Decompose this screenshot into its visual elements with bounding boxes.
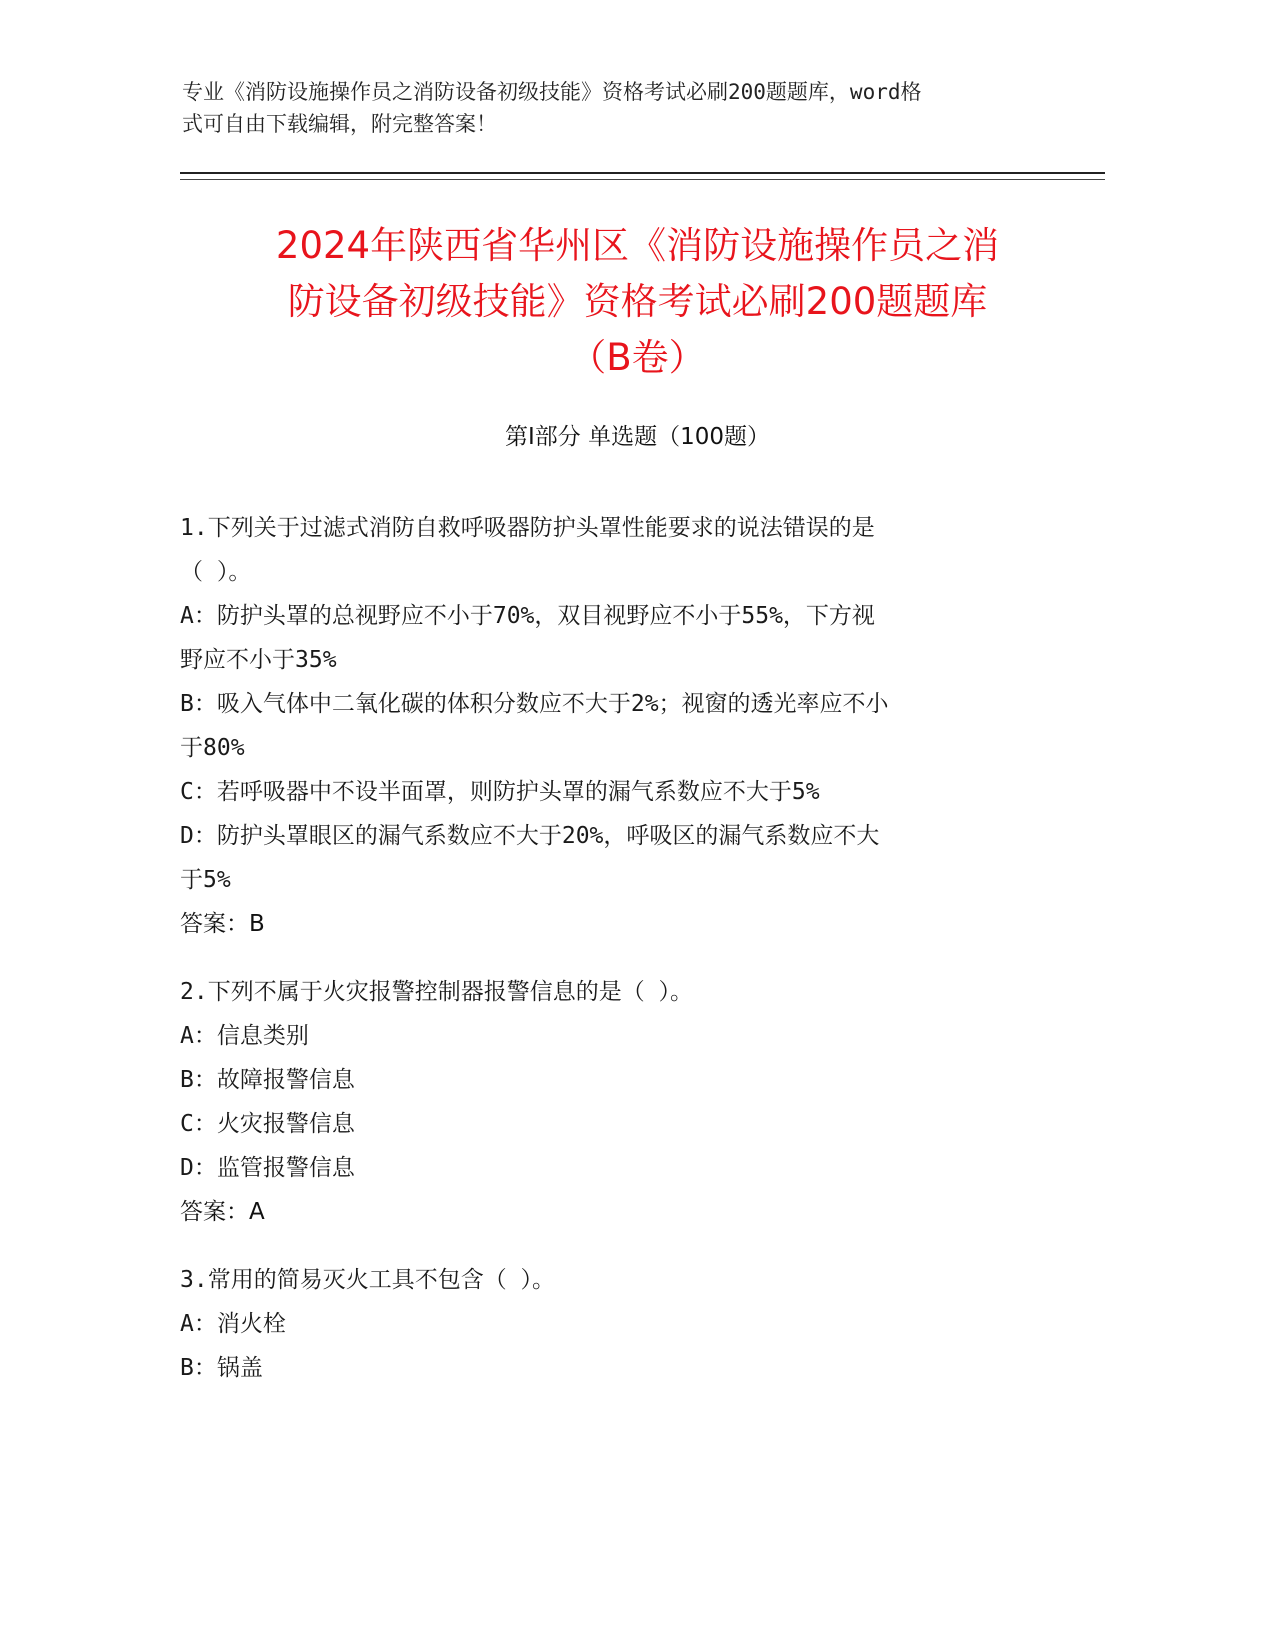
- document-title: [150, 218, 1125, 386]
- question-stem: 1.下列关于过滤式消防自救呼吸器防护头罩性能要求的说法错误的是: [180, 515, 875, 541]
- question-option: A：信息类别: [180, 1023, 309, 1049]
- question-stem: 3.常用的简易灭火工具不包含（ ）。: [180, 1267, 556, 1293]
- question-option: A：防护头罩的总视野应不小于70%，双目视野应不小于55%，下方视: [180, 603, 875, 629]
- header-rule: [180, 172, 1105, 174]
- title-line: 2024年陕西省华州区《消防设施操作员之消: [275, 224, 1000, 267]
- header-note: [182, 76, 1062, 140]
- answer-label: 答案：A: [180, 1199, 265, 1225]
- section-title: 第Ⅰ部分 单选题（100题）: [505, 424, 770, 450]
- question-option: D：防护头罩眼区的漏气系数应不大于20%，呼吸区的漏气系数应不大: [180, 823, 880, 849]
- title-line: 防设备初级技能》资格考试必刷200题题库: [287, 280, 988, 323]
- question-list: [180, 506, 1040, 1414]
- question-option: C：火灾报警信息: [180, 1111, 355, 1137]
- header-note-line: 式可自由下载编辑，附完整答案！: [182, 112, 497, 136]
- question-option: 于80%: [180, 735, 245, 761]
- question-option: C：若呼吸器中不设半面罩，则防护头罩的漏气系数应不大于5%: [180, 779, 820, 805]
- question-item: [180, 506, 1040, 946]
- question-option: A：消火栓: [180, 1311, 286, 1337]
- title-line: （B卷）: [569, 336, 706, 379]
- question-option: B：吸入气体中二氧化碳的体积分数应不大于2%；视窗的透光率应不小: [180, 691, 889, 717]
- question-option: 于5%: [180, 867, 231, 893]
- header-note-line: 专业《消防设施操作员之消防设备初级技能》资格考试必刷200题题库，word格: [182, 80, 922, 104]
- question-stem: （ ）。: [180, 559, 252, 585]
- question-item: [180, 970, 1040, 1234]
- question-stem: 2.下列不属于火灾报警控制器报警信息的是（ ）。: [180, 979, 694, 1005]
- question-option: 野应不小于35%: [180, 647, 337, 673]
- question-option: B：锅盖: [180, 1355, 263, 1381]
- answer-label: 答案：B: [180, 911, 265, 937]
- question-option: D：监管报警信息: [180, 1155, 355, 1181]
- question-item: [180, 1258, 1040, 1390]
- question-option: B：故障报警信息: [180, 1067, 355, 1093]
- header-rule-thin: [180, 179, 1105, 180]
